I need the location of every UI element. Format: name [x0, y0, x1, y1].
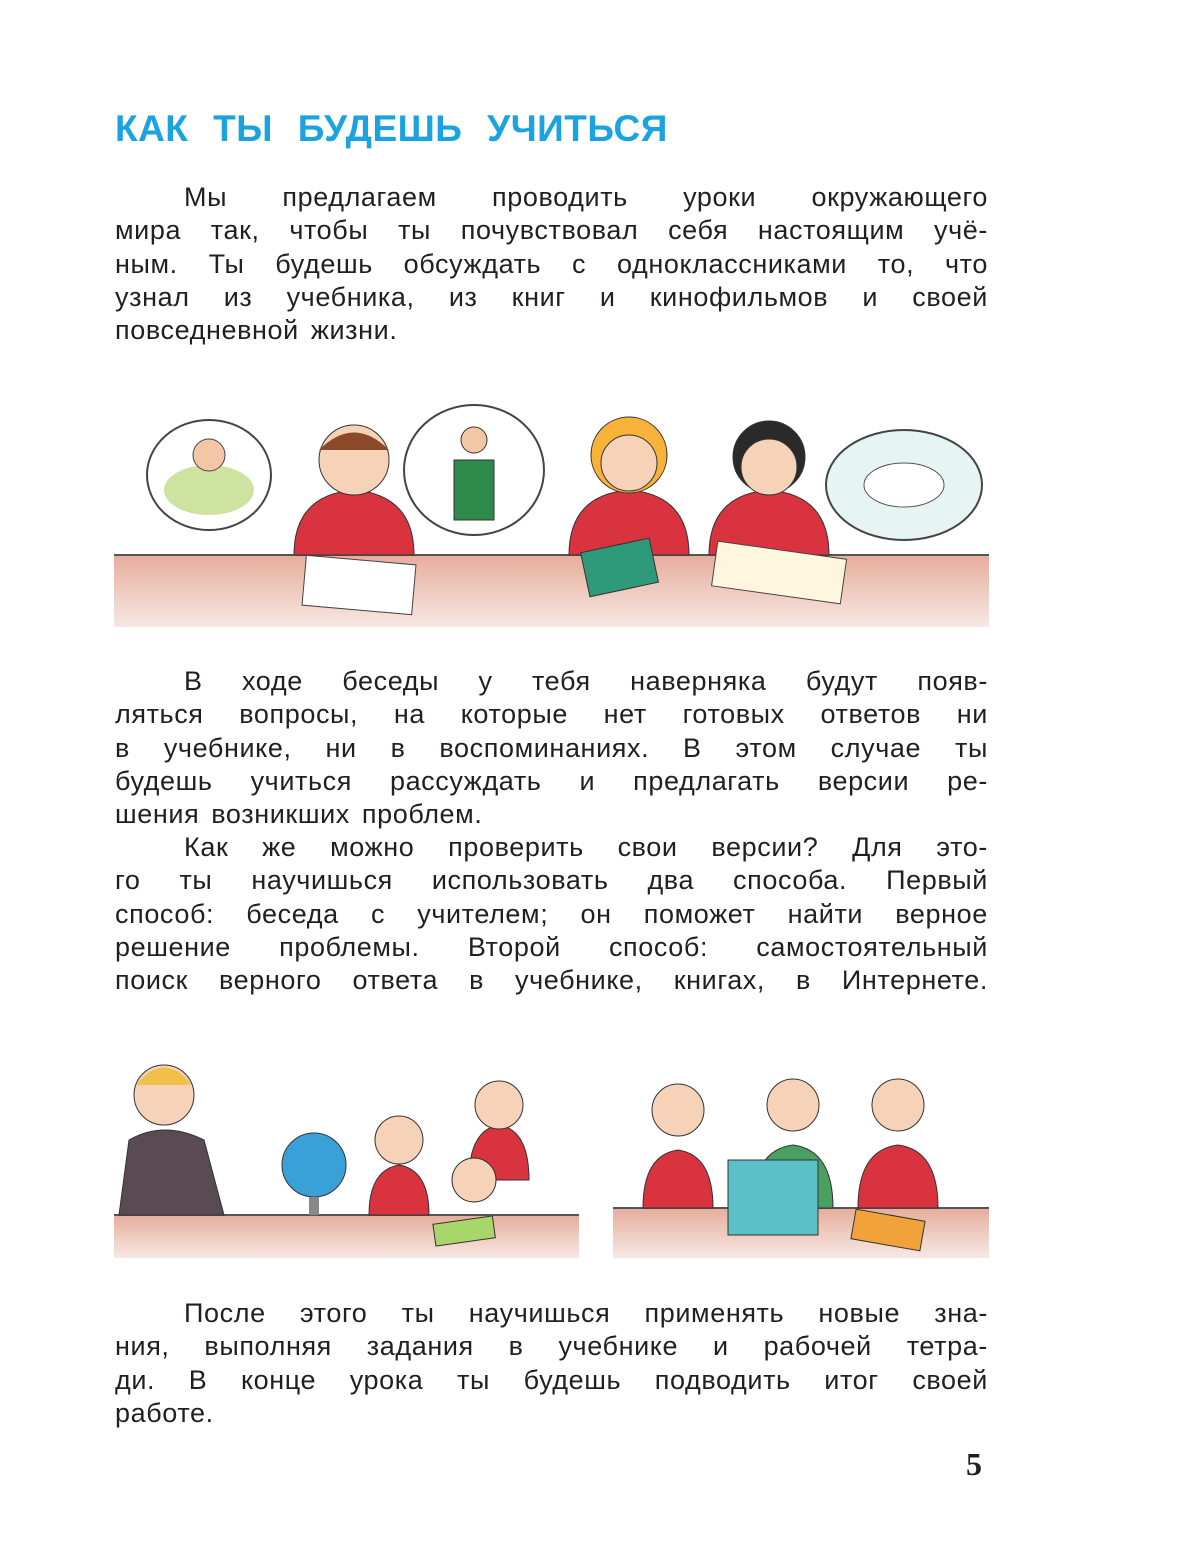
word: способ: — [115, 898, 215, 929]
text-line — [115, 931, 988, 964]
word: ни — [325, 732, 357, 763]
word: ты — [179, 865, 213, 896]
word: В — [188, 1364, 208, 1395]
word: рассуждать — [389, 765, 542, 796]
word: тебя — [532, 666, 591, 696]
word: Интернете. — [841, 965, 988, 996]
word: появ- — [917, 666, 988, 696]
girl-dark-hair — [709, 421, 829, 555]
boy-with-glasses — [294, 425, 414, 555]
word: проводить — [492, 182, 628, 212]
word: версии — [817, 765, 910, 796]
word: верное — [895, 898, 988, 929]
word: своей — [912, 281, 988, 312]
word: учебнике, — [514, 965, 643, 996]
illustration-teacher-globe — [114, 1050, 579, 1258]
word: своей — [912, 1364, 988, 1395]
word: почувствовал — [460, 215, 639, 246]
word: и — [599, 281, 616, 312]
page-title: КАК ТЫ БУДЕШЬ УЧИТЬСЯ — [115, 108, 668, 149]
word: и — [579, 765, 596, 796]
word: ре- — [947, 765, 988, 796]
word: жизни. — [310, 315, 398, 346]
text-line — [115, 214, 988, 247]
children-group — [369, 1081, 529, 1215]
word: В — [683, 732, 702, 763]
text-line — [115, 765, 988, 798]
text-line — [115, 181, 988, 214]
word: проблем. — [361, 799, 483, 830]
word: предлагаем — [282, 182, 437, 212]
word: можно — [330, 832, 415, 862]
text-line — [115, 1297, 988, 1330]
text-line — [115, 798, 988, 831]
word: одноклассниками — [616, 248, 847, 279]
word: подводить — [654, 1364, 791, 1395]
word: узнал — [115, 281, 190, 312]
word: ты — [457, 1364, 490, 1395]
word: из — [448, 281, 478, 312]
word: ни — [956, 699, 988, 730]
word: в — [115, 732, 130, 763]
word: вопросы, — [239, 699, 359, 730]
text-line — [115, 281, 988, 314]
word: урока — [349, 1364, 424, 1395]
text-line — [115, 665, 988, 698]
word: Первый — [886, 865, 988, 896]
word: поиск — [115, 965, 189, 996]
word: то, — [877, 248, 915, 279]
word: Мы — [184, 182, 228, 212]
girl-blonde — [569, 417, 689, 555]
word: будут — [805, 666, 878, 696]
desk — [114, 555, 989, 627]
word: зна- — [934, 1298, 988, 1328]
word: свои — [617, 832, 678, 862]
word: в — [508, 1331, 524, 1362]
globe — [282, 1133, 346, 1215]
word: ты — [401, 1298, 435, 1328]
word: этом — [735, 732, 797, 763]
word: Как — [184, 832, 229, 862]
word: шения — [115, 799, 200, 830]
paragraph-intro — [115, 181, 988, 347]
word: беседы — [342, 666, 440, 696]
word: научишься — [251, 865, 393, 896]
paragraph-check-versions — [115, 831, 988, 997]
word: учё- — [934, 215, 988, 246]
word: рабочей — [763, 1331, 872, 1362]
text-line — [115, 831, 988, 864]
word: способа. — [733, 865, 848, 896]
word: проверить — [448, 832, 584, 862]
word: же — [262, 832, 297, 862]
text-line — [115, 248, 988, 281]
word: верного — [219, 965, 322, 996]
word: случае — [830, 732, 922, 763]
text-line — [115, 314, 988, 347]
text-line — [115, 732, 988, 765]
word: После — [184, 1298, 266, 1328]
text-line — [115, 698, 988, 731]
word: так, — [210, 215, 260, 246]
word: на — [393, 699, 425, 730]
word: В — [184, 666, 203, 696]
word: решение — [115, 931, 231, 962]
word: книг — [511, 281, 566, 312]
word: из — [223, 281, 253, 312]
text-line — [115, 898, 988, 931]
word: два — [647, 865, 695, 896]
word: будешь — [275, 248, 373, 279]
word: наверняка — [630, 666, 767, 696]
word: книгах, — [673, 965, 766, 996]
girl-left — [643, 1084, 713, 1208]
word: предлагать — [633, 765, 780, 796]
illustration-children-reading — [613, 1050, 989, 1258]
word: возникших — [211, 799, 350, 830]
word: которые — [460, 699, 568, 730]
word: беседа — [246, 898, 339, 929]
word: мира — [115, 215, 182, 246]
word: выполняя — [204, 1331, 332, 1362]
word: ляться — [115, 699, 204, 730]
word: использовать — [431, 865, 609, 896]
word: будешь — [523, 1364, 622, 1395]
word: в — [795, 965, 811, 996]
word: научишься — [468, 1298, 611, 1328]
text-line — [115, 964, 988, 997]
paragraph-apply-knowledge — [115, 1297, 988, 1430]
word: найти — [787, 898, 864, 929]
word: что — [944, 248, 988, 279]
word: новые — [818, 1298, 901, 1328]
word: поможет — [643, 898, 756, 929]
word: нет — [603, 699, 647, 730]
boy-right — [858, 1079, 938, 1208]
word: самостоятельный — [756, 931, 988, 962]
word: чтобы — [289, 215, 369, 246]
word: этого — [299, 1298, 368, 1328]
text-line — [115, 1364, 988, 1397]
word: с — [572, 248, 587, 279]
word: обсуждать — [403, 248, 542, 279]
word: задания — [366, 1331, 474, 1362]
word: себя — [668, 215, 729, 246]
word: ты — [398, 215, 432, 246]
word: ным. — [115, 248, 178, 279]
word: готовых — [682, 699, 785, 730]
word: учителем; — [417, 898, 549, 929]
text-line — [115, 1397, 988, 1430]
word: учебнике — [558, 1331, 679, 1362]
word: Ты — [208, 248, 245, 279]
open-book — [728, 1160, 818, 1235]
word: Для — [852, 832, 903, 862]
word: у — [478, 666, 493, 696]
word: тетра- — [906, 1331, 988, 1362]
word: учебнике, — [163, 732, 292, 763]
text-line — [115, 864, 988, 897]
word: учиться — [250, 765, 352, 796]
word: будешь — [115, 765, 213, 796]
word: работе. — [115, 1397, 214, 1428]
paragraph-questions — [115, 665, 988, 831]
word: итог — [824, 1364, 879, 1395]
word: учебника, — [286, 281, 415, 312]
word: способ: — [608, 931, 709, 962]
word: и — [862, 281, 879, 312]
word: ди. — [115, 1364, 156, 1395]
illustration-children-thinking — [114, 395, 989, 627]
word: уроки — [683, 182, 757, 212]
word: кинофильмов — [649, 281, 829, 312]
word: он — [580, 898, 612, 929]
word: ния, — [115, 1331, 170, 1362]
teacher — [119, 1065, 224, 1215]
word: ходе — [242, 666, 303, 696]
word: и — [713, 1331, 729, 1362]
word: повседневной — [115, 315, 299, 346]
word: окружающего — [811, 182, 988, 212]
word: настоящим — [757, 215, 905, 246]
word: в — [390, 732, 406, 763]
word: в — [469, 965, 485, 996]
word: ты — [954, 732, 988, 763]
word: воспоминаниях. — [439, 732, 650, 763]
word: ответов — [820, 699, 922, 730]
page-number: 5 — [966, 1446, 982, 1482]
word: с — [370, 898, 386, 929]
word: ответа — [352, 965, 439, 996]
text-line — [115, 1330, 988, 1363]
word: применять — [644, 1298, 785, 1328]
word: конце — [240, 1364, 317, 1395]
word: это- — [936, 832, 988, 862]
word: версии? — [711, 832, 819, 862]
word: Второй — [467, 931, 561, 962]
word: проблемы. — [279, 931, 420, 962]
word: го — [115, 865, 141, 896]
